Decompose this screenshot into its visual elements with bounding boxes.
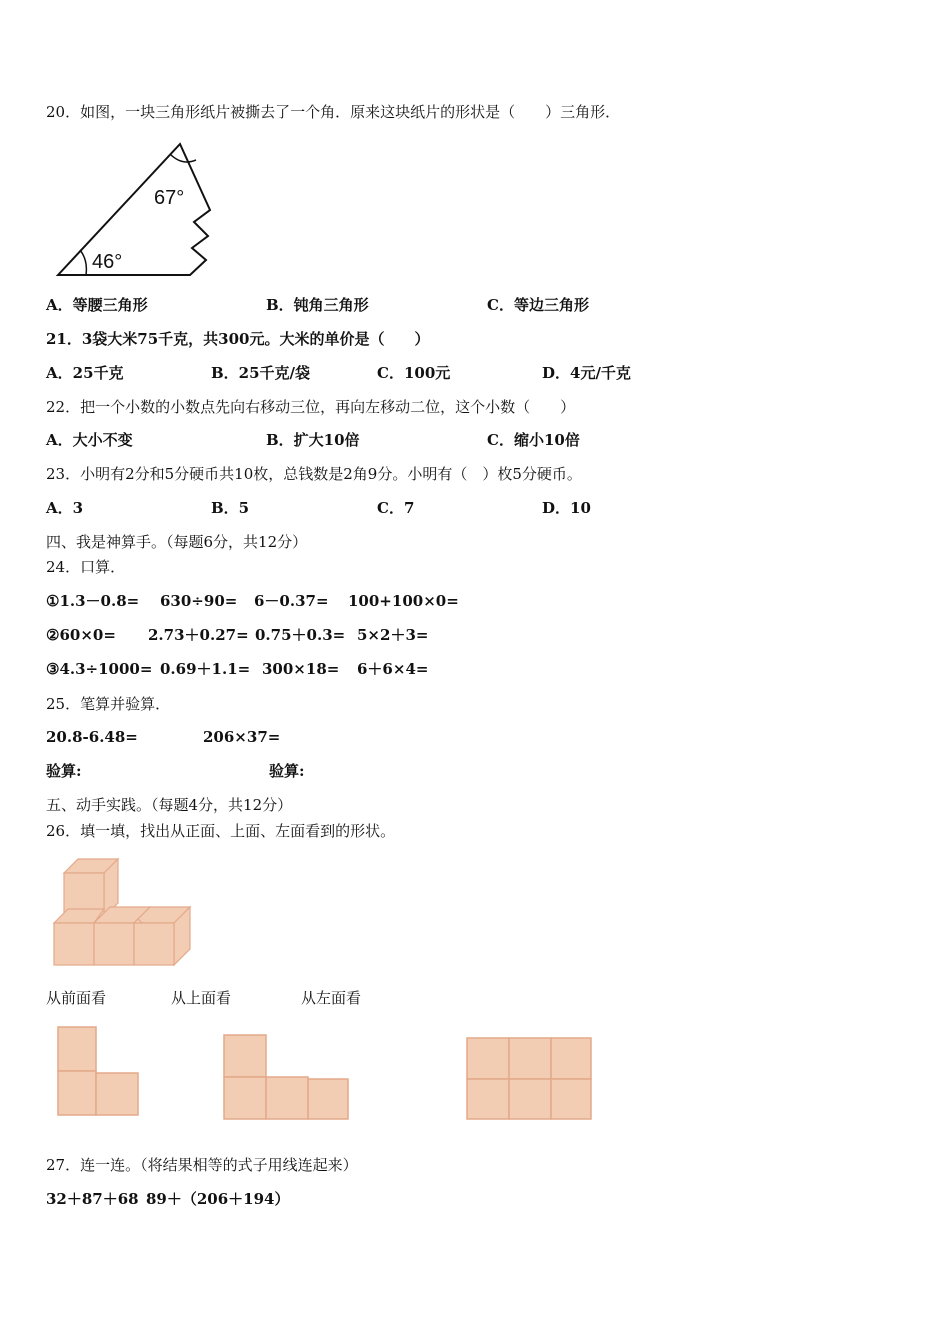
q20-option-c[interactable]: C．等边三角形 bbox=[487, 296, 589, 314]
q24-r2-c3: 0.75＋0.3= bbox=[255, 626, 346, 644]
q23-option-d[interactable]: D．10 bbox=[542, 499, 591, 517]
q25-problem-1: 20.8-6.48= bbox=[46, 728, 138, 746]
q25-check-label-2: 验算: bbox=[269, 762, 305, 780]
view-label-top: 从上面看 bbox=[171, 989, 232, 1007]
q24-r3-c3: 300×18= bbox=[262, 660, 340, 678]
section-4-heading: 四、我是神算手。（每题6分，共12分） bbox=[46, 533, 308, 551]
q24-r2-c1: ②60×0= bbox=[46, 626, 116, 644]
q24-r2-c4: 5×2＋3= bbox=[357, 626, 429, 644]
q22-option-b[interactable]: B．扩大10倍 bbox=[266, 431, 360, 449]
q24-stem: 24．口算． bbox=[46, 558, 126, 576]
q21-option-b[interactable]: B．25千克/袋 bbox=[211, 364, 311, 382]
q27-expression-2[interactable]: 89＋（206＋194） bbox=[146, 1190, 290, 1208]
view-shape-2[interactable] bbox=[222, 1033, 352, 1121]
q24-r3-c4: 6＋6×4= bbox=[357, 660, 429, 678]
angle-67-label: 67° bbox=[154, 187, 185, 209]
q24-r2-c2: 2.73＋0.27= bbox=[148, 626, 249, 644]
cube-stack-figure bbox=[50, 855, 210, 970]
q23-option-b[interactable]: B．5 bbox=[211, 499, 250, 517]
q22-option-c[interactable]: C．缩小10倍 bbox=[487, 431, 580, 449]
q25-problem-2: 206×37= bbox=[203, 728, 281, 746]
q24-r3-c1: ③4.3÷1000= bbox=[46, 660, 153, 678]
q23-stem: 23．小明有2分和5分硬币共10枚，总钱数是2角9分。小明有（ ）枚5分硬币。 bbox=[46, 465, 582, 483]
q24-r1-c1: ①1.3－0.8= bbox=[46, 592, 140, 610]
q22-stem: 22．把一个小数的小数点先向右移动三位，再向左移动二位，这个小数（ ） bbox=[46, 398, 576, 416]
q27-stem: 27．连一连。（将结果相等的式子用线连起来） bbox=[46, 1156, 358, 1174]
q27-expression-1[interactable]: 32＋87＋68 bbox=[46, 1190, 139, 1208]
q22-option-a[interactable]: A．大小不变 bbox=[46, 431, 133, 449]
section-5-heading: 五、动手实践。（每题4分，共12分） bbox=[46, 796, 293, 814]
q21-option-c[interactable]: C．100元 bbox=[377, 364, 451, 382]
q23-option-a[interactable]: A．3 bbox=[46, 499, 84, 517]
q21-option-a[interactable]: A．25千克 bbox=[46, 364, 124, 382]
q24-r3-c2: 0.69＋1.1= bbox=[160, 660, 251, 678]
q20-option-a[interactable]: A．等腰三角形 bbox=[46, 296, 148, 314]
view-shape-3[interactable] bbox=[465, 1036, 595, 1122]
q21-stem: 21．3袋大米75千克，共300元。大米的单价是（ ） bbox=[46, 330, 430, 348]
q23-option-c[interactable]: C．7 bbox=[377, 499, 415, 517]
angle-46-label: 46° bbox=[92, 251, 123, 273]
q20-stem: 20．如图，一块三角形纸片被撕去了一个角．原来这块纸片的形状是（ ）三角形． bbox=[46, 103, 621, 121]
view-label-front: 从前面看 bbox=[46, 989, 107, 1007]
q24-r1-c4: 100+100×0= bbox=[348, 592, 459, 610]
q24-r1-c3: 6－0.37= bbox=[254, 592, 329, 610]
q21-option-d[interactable]: D．4元/千克 bbox=[542, 364, 631, 382]
torn-triangle-figure bbox=[50, 140, 220, 280]
q24-r1-c2: 630÷90= bbox=[160, 592, 238, 610]
q20-option-b[interactable]: B．钝角三角形 bbox=[266, 296, 369, 314]
q25-check-label-1: 验算: bbox=[46, 762, 82, 780]
q26-stem: 26．填一填，找出从正面、上面、左面看到的形状。 bbox=[46, 822, 396, 840]
q25-stem: 25．笔算并验算． bbox=[46, 695, 171, 713]
view-label-left: 从左面看 bbox=[301, 989, 362, 1007]
view-shape-1[interactable] bbox=[56, 1025, 142, 1117]
